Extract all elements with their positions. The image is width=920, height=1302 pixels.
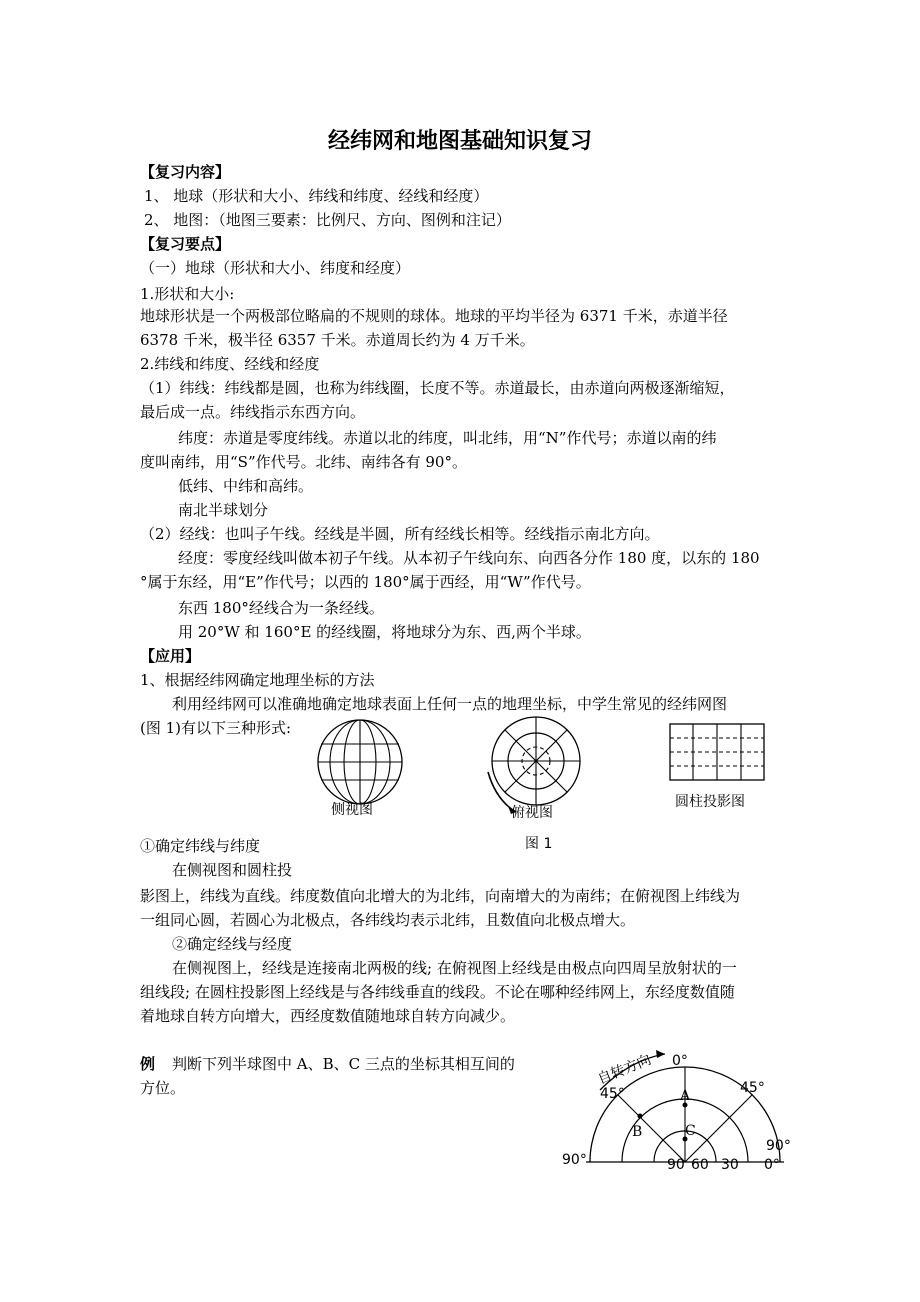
determine-latitude-text-2: 影图上，纬线为直线。纬度数值向北增大的为北纬，向南增大的为南纬；在俯视图上纬线为 [140, 887, 741, 905]
figure-caption: 图 1 [525, 836, 553, 852]
lat-degree-text-2: 度叫南纬，用“S”作代号。北纬、南纬各有 90°。 [140, 453, 467, 471]
lon-hemisphere-text: 用 20°W 和 160°E 的经线圈，将地球分为东、西,两个半球。 [178, 623, 591, 641]
section-key-points: 【复习要点】 [140, 235, 231, 253]
determine-latitude-heading: ①确定纬线与纬度 [140, 837, 261, 855]
top-view-label: 俯视图 [511, 805, 553, 821]
lat-lon-heading: 2.纬线和纬度、经线和经度 [140, 355, 320, 373]
lat-degree-text-1: 纬度：赤道是零度纬线。赤道以北的纬度，叫北纬，用“N”作代号；赤道以南的纬 [178, 429, 717, 447]
example-label: 例 [140, 1055, 156, 1073]
label-right-90: 90° [766, 1138, 791, 1154]
determine-latitude-text-1: 在侧视图和圆柱投 [172, 861, 293, 879]
page-title: 经纬网和地图基础知识复习 [327, 129, 592, 154]
bottom-label-60: 60 [691, 1157, 709, 1173]
determine-longitude-text-2: 组线段; 在圆柱投影图上经线是与各纬线垂直的线段。不论在哪种经纬网上，东经度数值随 [140, 983, 735, 1001]
side-view-label: 侧视图 [331, 802, 373, 818]
content-item-1: 1、 地球（形状和大小、纬线和纬度、经线和经度） [144, 187, 489, 205]
determine-latitude-text-3: 一组同心圆，若圆心为北极点，各纬线均表示北纬，且数值向北极点增大。 [140, 911, 636, 929]
bottom-label-30: 30 [721, 1157, 739, 1173]
application-paragraph-1: 利用经纬网可以准确地确定地球表面上任何一点的地理坐标，中学生常见的经纬网图 [172, 695, 728, 713]
section-review-content: 【复习内容】 [140, 163, 231, 181]
lat-line-text-1: （1）纬线：纬线都是圆，也称为纬线圈，长度不等。赤道最长，由赤道向两极逐渐缩短， [140, 379, 735, 397]
label-left-45: 45° [600, 1086, 625, 1102]
determine-longitude-text-1: 在侧视图上，经线是连接南北两极的线; 在俯视图上经线是由极点向四周呈放射状的一 [172, 959, 737, 977]
lon-180-text: 东西 180°经线合为一条经线。 [178, 599, 384, 617]
lon-line-text: （2）经线：也叫子午线。经线是半圆，所有经线长相等。经线指示南北方向。 [140, 525, 660, 543]
example-text-2: 方位。 [140, 1079, 186, 1097]
shape-paragraph-line1: 地球形状是一个两极部位略扁的不规则的球体。地球的平均半径为 6371 千米，赤道半径 [140, 307, 728, 325]
cylindrical-projection-label: 圆柱投影图 [675, 794, 745, 810]
content-item-2: 2、 地图：（地图三要素：比例尺、方向、图例和注记） [144, 211, 511, 229]
point-b-label: B [632, 1124, 643, 1140]
hemisphere-ns: 南北半球划分 [178, 501, 269, 519]
hemisphere-figure [560, 1040, 800, 1180]
application-paragraph-2: (图 1)有以下三种形式: [140, 719, 292, 737]
shape-paragraph-line2: 6378 千米，极半径 6357 千米。赤道周长约为 4 万千米。 [140, 331, 535, 349]
point-c-label: C [685, 1123, 696, 1139]
point-a-label: A [680, 1088, 691, 1104]
lat-line-text-2: 最后成一点。纬线指示东西方向。 [140, 403, 366, 421]
label-top-0: 0° [672, 1053, 688, 1069]
lon-degree-text-2: °属于东经，用“E”作代号；以西的 180°属于西经，用“W”作代号。 [140, 573, 591, 591]
section-application: 【应用】 [140, 647, 201, 665]
application-item-1: 1、根据经纬网确定地理坐标的方法 [140, 671, 375, 689]
lon-degree-text-1: 经度：零度经线叫做本初子午线。从本初子午线向东、向西各分作 180 度，以东的 180 [178, 549, 760, 567]
shape-heading: 1.形状和大小: [140, 285, 235, 303]
cylindrical-projection-figure [668, 722, 768, 792]
part1-heading: （一）地球（形状和大小、纬度和经度） [140, 259, 411, 277]
rotation-direction-label: 自转方向 [595, 1051, 654, 1088]
label-left-90: 90° [562, 1152, 587, 1168]
determine-longitude-text-3: 着地球自转方向增大，西经度数值随地球自转方向减少。 [140, 1007, 516, 1025]
lat-zones: 低纬、中纬和高纬。 [178, 477, 314, 495]
determine-longitude-heading: ②确定经线与经度 [172, 935, 293, 953]
example-text-1: 判断下列半球图中 A、B、C 三点的坐标其相互间的 [172, 1055, 515, 1073]
bottom-label-0: 0° [764, 1157, 780, 1173]
bottom-label-90: 90 [667, 1157, 685, 1173]
label-right-45: 45° [740, 1080, 765, 1096]
